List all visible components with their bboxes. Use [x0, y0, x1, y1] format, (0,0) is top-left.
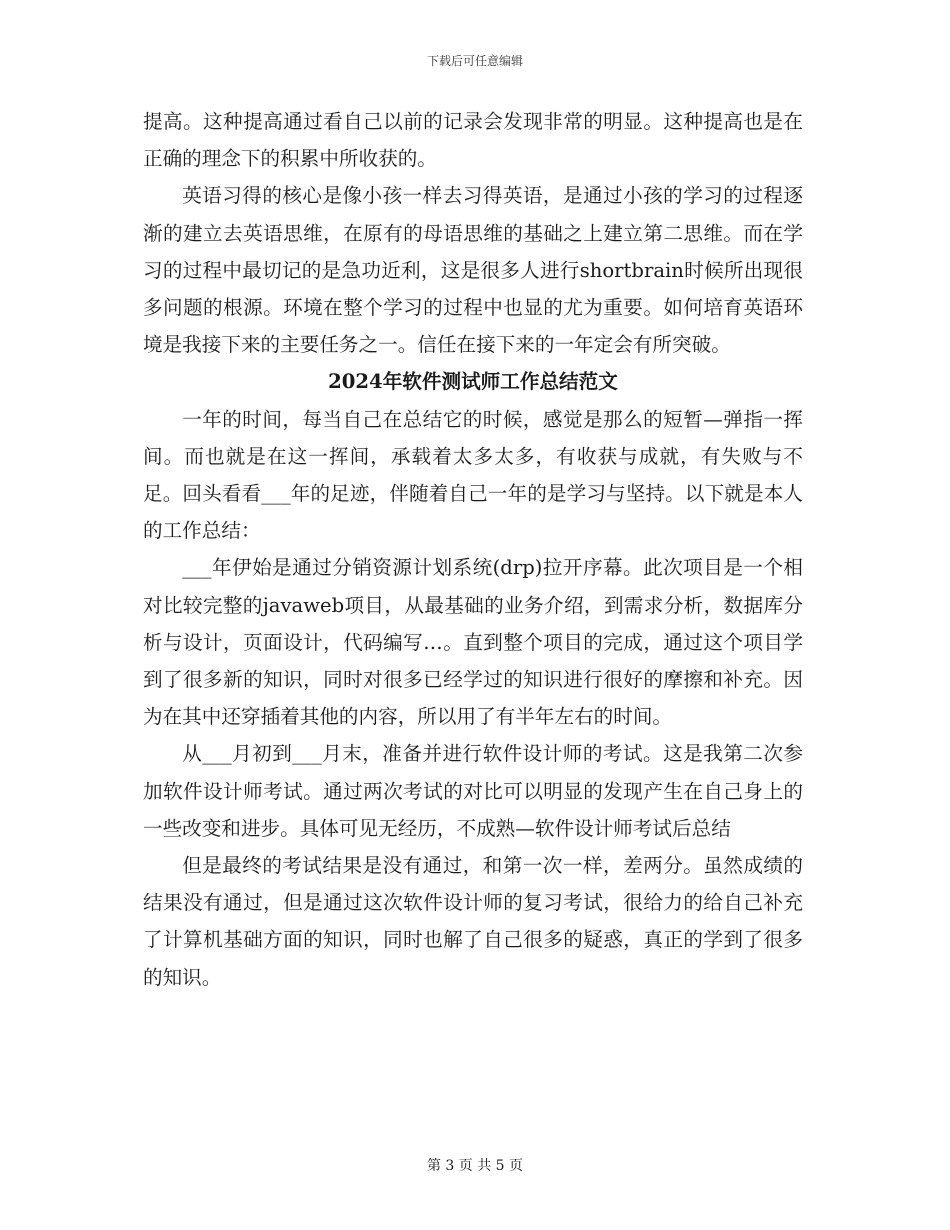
document-body	[143, 103, 803, 996]
paragraph-exam: 从___月初到___月末，准备并进行软件设计师的考试。这是我第二次参加软件设计师考试。通过两次考试的对比可以明显的发现产生在自己身上的一些改变和进步。具体可见无经历，不成熟—软件设计师考试后总结	[143, 742, 803, 840]
page-number: 第 3 页 共 5 页	[426, 1158, 524, 1174]
paragraph-intro: 一年的时间，每当自己在总结它的时候，感觉是那么的短暂—弹指一挥间。而也就是在这一挥间，承载着太多太多，有收获与成就，有失败与不足。回头看看___年的足迹，伴随着自己一年的是学习与坚持。以下就是本人的工作总结：	[143, 407, 803, 543]
page-header: 下载后可任意编辑	[426, 54, 523, 68]
document-title: 2024年软件测试师工作总结范文	[328, 370, 618, 394]
paragraph-english-acquisition: 英语习得的核心是像小孩一样去习得英语，是通过小孩的学习的过程逐渐的建立去英语思维，在原有的母语思维的基础之上建立第二思维。而在学习的过程中最切记的是急功近利，这是很多人进行shortbrain时候所出现很多问题的根源。环境在整个学习的过程中也显的尤为重要。如何培育英语环境是我接下来的主要任务之一。信任在接下来的一年定会有所突破。	[143, 184, 803, 357]
paragraph-exam-result: 但是最终的考试结果是没有通过，和第一次一样，差两分。虽然成绩的结果没有通过，但是通过这次软件设计师的复习考试，很给力的给自己补充了计算机基础方面的知识，同时也解了自己很多的疑惑，真正的学到了很多的知识。	[143, 854, 803, 989]
paragraph-drp-project: ___年伊始是通过分销资源计划系统(drp)拉开序幕。此次项目是一个相对比较完整的javaweb项目，从最基础的业务介绍，到需求分析，数据库分析与设计，页面设计，代码编写…。直到整个项目的完成，通过这个项目学到了很多新的知识，同时对很多已经学过的知识进行很好的摩擦和补充。因为在其中还穿插着其他的内容，所以用了有半年左右的时间。	[143, 556, 803, 729]
paragraph-continuation: 提高。这种提高通过看自己以前的记录会发现非常的明显。这种提高也是在正确的理念下的积累中所收获的。	[143, 110, 803, 171]
